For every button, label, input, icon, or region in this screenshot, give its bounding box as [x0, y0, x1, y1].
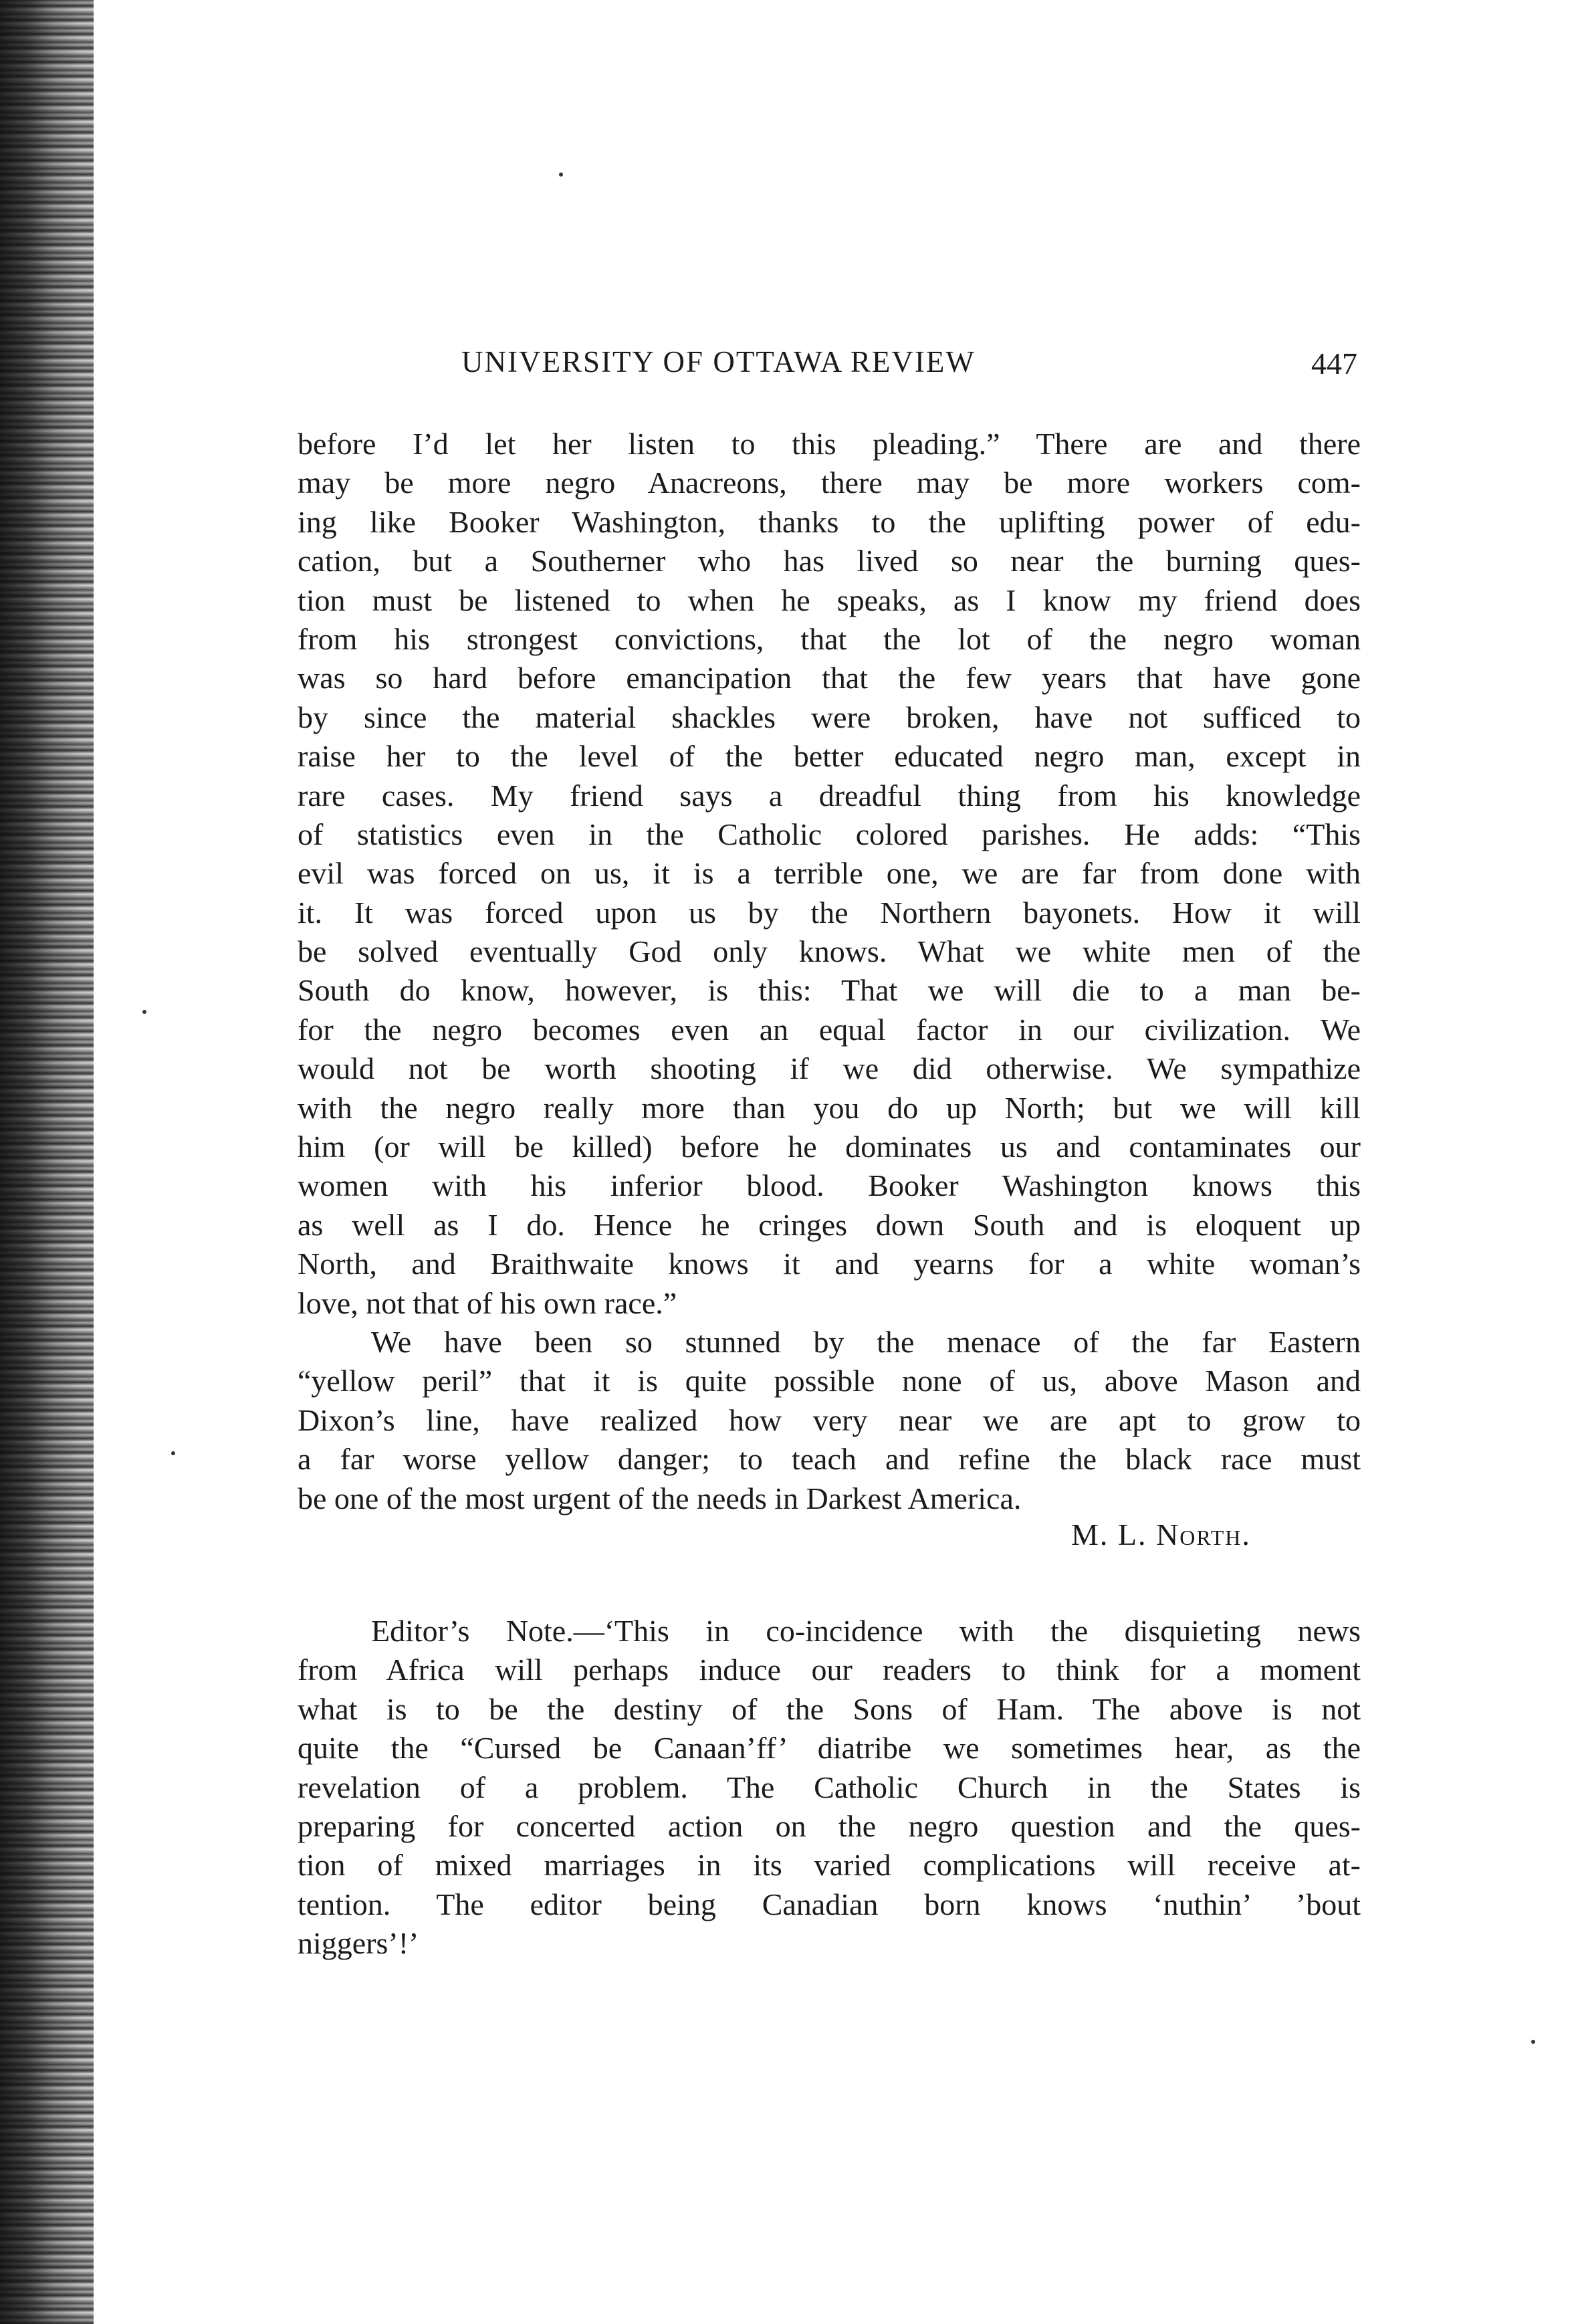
text-line: may be more negro Anacreons, there may be more workers com-: [298, 465, 1361, 500]
editors-note: [298, 1612, 1361, 1964]
text-line: of statistics even in the Catholic colored parishes. He adds: “This: [298, 817, 1361, 851]
text-line: tion of mixed marriages in its varied complications will receive at-: [298, 1848, 1361, 1883]
text-line: was so hard before emancipation that the few years that have gone: [298, 661, 1361, 696]
text-line: revelation of a problem. The Catholic Church in the States is: [298, 1770, 1361, 1804]
text-line: Dixon’s line, have realized how very near we are apt to grow to: [298, 1402, 1361, 1437]
article-body: [298, 425, 1361, 1518]
author-initials: M. L.: [1071, 1517, 1147, 1552]
text-line: We have been so stunned by the menace of the far Eastern: [371, 1324, 1361, 1359]
text-line: niggers’!’: [298, 1926, 419, 1961]
text-line: raise her to the level of the better educated negro man, except in: [298, 739, 1361, 774]
text-line: Editor’s Note.—‘This in co-incidence with the disquieting news: [371, 1614, 1361, 1648]
book-binding-edge: [0, 0, 94, 2324]
text-line: tention. The editor being Canadian born knows ‘nuthin’ ’bout: [298, 1887, 1361, 1921]
text-line: women with his inferior blood. Booker Washington knows this: [298, 1168, 1361, 1203]
text-line: love, not that of his own race.”: [298, 1285, 677, 1320]
text-line: tion must be listened to when he speaks, as I know my friend does: [298, 583, 1361, 617]
text-line: cation, but a Southerner who has lived so near the burning ques-: [298, 544, 1361, 578]
text-line: be solved eventually God only knows. What we white men of the: [298, 934, 1361, 969]
text-line: with the negro really more than you do up North; but we will kill: [298, 1090, 1361, 1125]
text-line: from Africa will perhaps induce our readers to think for a moment: [298, 1653, 1361, 1687]
text-line: evil was forced on us, it is a terrible one, we are far from done with: [298, 856, 1361, 891]
author-surname: North.: [1156, 1517, 1251, 1552]
print-speck: [142, 1010, 146, 1014]
text-line: ing like Booker Washington, thanks to the uplifting power of edu-: [298, 504, 1361, 539]
text-line: it. It was forced upon us by the Northern bayonets. How it will: [298, 895, 1361, 930]
text-line: be one of the most urgent of the needs in Darkest America.: [298, 1481, 1022, 1515]
text-line: rare cases. My friend says a dreadful thing from his knowledge: [298, 778, 1361, 813]
text-line: him (or will be killed) before he dominates us and contaminates our: [298, 1130, 1361, 1164]
text-line: from his strongest convictions, that the lot of the negro woman: [298, 621, 1361, 656]
text-line: as well as I do. Hence he cringes down South and is eloquent up: [298, 1207, 1361, 1242]
print-speck: [1531, 2040, 1535, 2044]
text-line: quite the “Cursed be Canaan’ff’ diatribe we sometimes hear, as the: [298, 1731, 1361, 1766]
page-number: 447: [1311, 346, 1357, 381]
text-line: before I’d let her listen to this pleading.” There are and there: [298, 427, 1361, 461]
running-header: [461, 344, 1357, 405]
text-line: a far worse yellow danger; to teach and refine the black race must: [298, 1442, 1361, 1477]
text-line: would not be worth shooting if we did otherwise. We sympathize: [298, 1051, 1361, 1086]
text-line: by since the material shackles were broken, have not sufficed to: [298, 700, 1361, 734]
paragraph-1: [298, 425, 1361, 1323]
text-line: for the negro becomes even an equal factor in our civilization. We: [298, 1012, 1361, 1047]
text-line: preparing for concerted action on the negro question and the ques-: [298, 1808, 1361, 1843]
text-line: what is to be the destiny of the Sons of Ham. The above is not: [298, 1691, 1361, 1726]
print-speck: [559, 173, 563, 177]
text-line: “yellow peril” that it is quite possible none of us, above Mason and: [298, 1364, 1361, 1398]
text-line: North, and Braithwaite knows it and yearns for a white woman’s: [298, 1247, 1361, 1281]
running-title: UNIVERSITY OF OTTAWA REVIEW: [461, 345, 976, 379]
author-signature: [1071, 1517, 1251, 1552]
paragraph-2: [298, 1323, 1361, 1518]
text-line: South do know, however, is this: That we will die to a man be-: [298, 973, 1361, 1008]
print-speck: [171, 1451, 175, 1455]
